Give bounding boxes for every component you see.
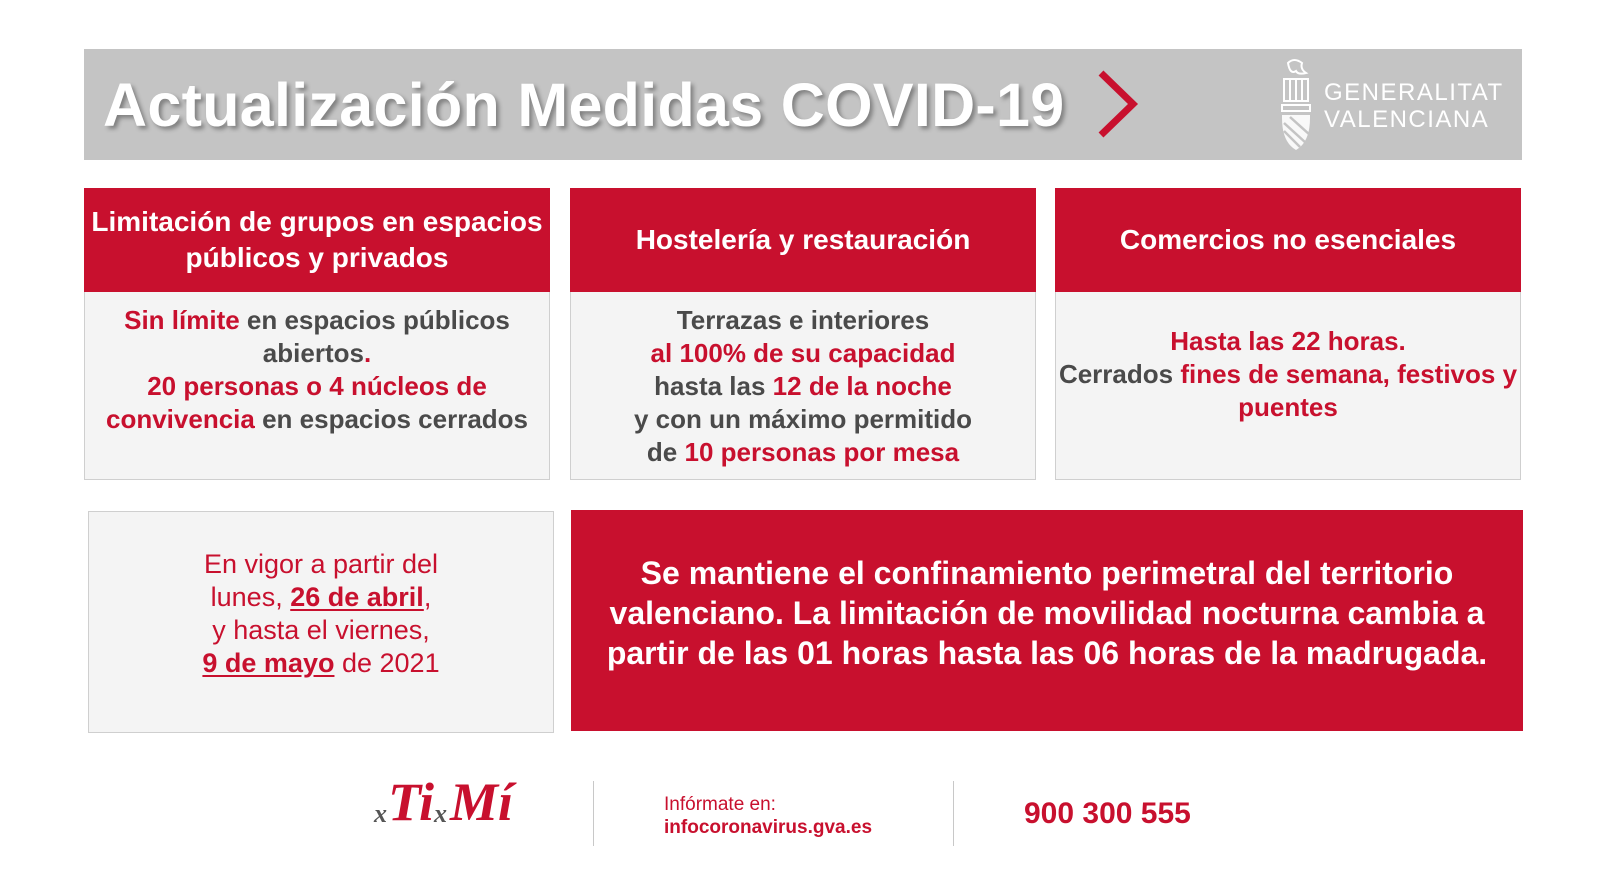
text-plain: Cerrados <box>1058 359 1174 389</box>
text-plain: en espacios públicos abiertos <box>239 305 510 368</box>
date-end: 9 de mayo <box>202 648 335 678</box>
card-group-limits <box>84 188 550 480</box>
logo-line-generalitat: GENERALITAT <box>1324 79 1504 106</box>
date-start: 26 de abril <box>290 582 424 612</box>
card-title: Limitación de grupos en espacios públicos y privados <box>84 188 550 292</box>
validity-line: lunes, <box>210 582 283 612</box>
logo-mi: Mí <box>450 772 514 832</box>
generalitat-logo <box>1276 57 1506 152</box>
footer-divider <box>593 781 594 846</box>
coat-of-arms-icon <box>1276 57 1316 152</box>
info-label: Infórmate en: <box>664 794 776 815</box>
text-highlight: Hasta las 22 horas. <box>1170 326 1406 356</box>
text-plain: de <box>646 437 678 467</box>
footer-divider <box>953 781 954 846</box>
text-highlight: . <box>363 338 372 368</box>
text-highlight: Sin límite <box>124 305 240 335</box>
card-hospitality <box>570 188 1036 480</box>
curfew-notice <box>571 510 1523 731</box>
card-title: Comercios no esenciales <box>1055 188 1521 292</box>
info-website-link[interactable]: infocoronavirus.gva.es <box>664 817 873 838</box>
logo-x: x <box>434 799 447 828</box>
logo-ti: Ti <box>388 772 434 832</box>
text-highlight: al 100% de su capacidad <box>650 338 956 368</box>
text-highlight: 12 de la noche <box>772 371 952 401</box>
card-body <box>85 292 549 479</box>
logo-line-valenciana: VALENCIANA <box>1324 106 1490 133</box>
logo-x: x <box>374 799 387 828</box>
card-title: Hostelería y restauración <box>570 188 1036 292</box>
validity-line: , <box>423 582 432 612</box>
header-banner <box>84 49 1522 160</box>
xti-xmi-logo <box>372 770 532 840</box>
card-non-essential-shops <box>1055 188 1521 480</box>
notice-text: Se mantiene el confinamiento perimetral del territorio valenciano. La limitación de movilidad nocturna cambia a partir de las 01 horas hasta las 06 horas de la madrugada. <box>606 554 1488 671</box>
text-highlight: fines de semana, festivos y puentes <box>1180 359 1518 422</box>
text-plain: y con un máximo permitido <box>633 404 973 434</box>
chevron-right-icon <box>1095 69 1139 139</box>
card-body <box>1056 292 1520 479</box>
page-title: Actualización Medidas COVID-19 <box>103 71 1065 139</box>
card-body <box>571 292 1035 479</box>
text-plain: hasta las <box>654 371 766 401</box>
text-plain: en espacios cerrados <box>254 404 528 434</box>
validity-box <box>88 511 554 733</box>
validity-line: de 2021 <box>341 648 440 678</box>
text-plain: Terrazas e interiores <box>676 305 930 335</box>
text-highlight: 20 personas o 4 núcleos de convivencia <box>106 371 487 434</box>
text-highlight: 10 personas por mesa <box>684 437 960 467</box>
validity-line: y hasta el viernes, <box>212 615 430 645</box>
validity-line: En vigor a partir del <box>203 549 439 579</box>
phone-number: 900 300 555 <box>1024 797 1191 830</box>
